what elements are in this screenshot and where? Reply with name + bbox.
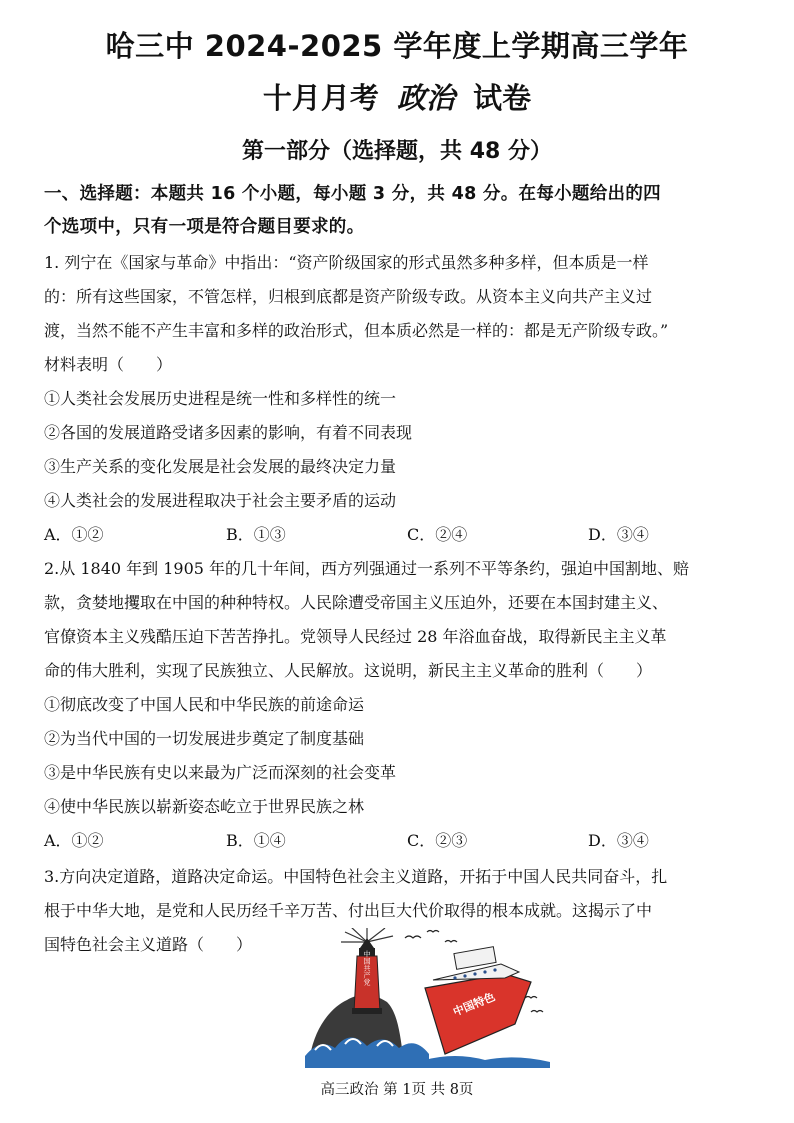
question-text-line: 1. 列宁在《国家与革命》中指出：“资产阶级国家的形式虽然多种多样，但本质是一样 (44, 253, 649, 272)
page-footer: 高三政治 第 1页 共 8页 (320, 1082, 474, 1098)
exam-suffix: 试卷 (473, 81, 532, 115)
option-statement: ②各国的发展道路受诸多因素的影响，有着不同表现 (44, 423, 413, 442)
option-statement: ③生产关系的变化发展是社会发展的最终决定力量 (44, 457, 397, 476)
choice-b[interactable]: B．①④ (226, 831, 286, 850)
part-heading: 第一部分（选择题，共 48 分） (242, 139, 552, 164)
option-statement: ④人类社会的发展进程取决于社会主要矛盾的运动 (44, 491, 397, 510)
instructions-line: 个选项中，只有一项是符合题目要求的。 (44, 217, 365, 237)
ship-label: 中国特色 (451, 990, 497, 1019)
question-text-line: 渡，当然不能不产生丰富和多样的政治形式，但本质必然是一样的：都是无产阶级专政。” (44, 321, 669, 340)
section-instructions (44, 178, 756, 244)
question-1 (44, 246, 756, 552)
question-text-line: 2.从 1840 年到 1905 年的几十年间，西方列强通过一系列不平等条约，强迫中国割地、赔 (44, 559, 690, 578)
question-text-line: 官僚资本主义残酷压迫下苦苦挣扎。党领导人民经过 28 年浴血奋战，取得新民主主义革 (44, 627, 667, 646)
sea-waves (305, 1037, 550, 1068)
choice-d[interactable]: D．③④ (588, 525, 649, 544)
choice-c[interactable]: C．②③ (407, 831, 468, 850)
lighthouse-label: 中国共产党 (363, 950, 371, 986)
option-statement: ④使中华民族以崭新姿态屹立于世界民族之林 (44, 797, 365, 816)
answer-choices (44, 824, 756, 858)
exam-title-line1: 哈三中 2024-2025 学年度上学期高三学年 (105, 29, 689, 63)
lighthouse-ship-illustration (305, 928, 550, 1068)
option-statement: ①人类社会发展历史进程是统一性和多样性的统一 (44, 389, 397, 408)
question-text-line: 的：所有这些国家，不管怎样，归根到底都是资产阶级专政。从资本主义向共产主义过 (44, 287, 653, 306)
exam-subject: 政治 (396, 81, 455, 115)
question-text-line: 国特色社会主义道路（ ） (44, 935, 253, 954)
question-text-line: 根于中华大地，是党和人民历经千辛万苦、付出巨大代价取得的根本成就。这揭示了中 (44, 901, 653, 920)
choice-a[interactable]: A．①② (44, 831, 104, 850)
instructions-line: 一、选择题：本题共 16 个小题，每小题 3 分，共 48 分。在每小题给出的四 (44, 184, 661, 204)
question-text-line: 材料表明（ ） (44, 355, 173, 374)
exam-type: 十月月考 (262, 81, 379, 115)
option-statement: ①彻底改变了中国人民和中华民族的前途命运 (44, 695, 365, 714)
question-2 (44, 552, 756, 858)
question-text-line: 款，贪婪地攫取在中国的种种特权。人民除遭受帝国主义压迫外，还要在本国封建主义、 (44, 593, 669, 612)
choice-b[interactable]: B．①③ (226, 525, 286, 544)
option-statement: ③是中华民族有史以来最为广泛而深刻的社会变革 (44, 763, 397, 782)
exam-title-line2 (0, 76, 794, 117)
choice-c[interactable]: C．②④ (407, 525, 468, 544)
choice-d[interactable]: D．③④ (588, 831, 649, 850)
answer-choices (44, 518, 756, 552)
option-statement: ②为当代中国的一切发展进步奠定了制度基础 (44, 729, 365, 748)
choice-a[interactable]: A．①② (44, 525, 104, 544)
question-text-line: 3.方向决定道路，道路决定命运。中国特色社会主义道路，开拓于中国人民共同奋斗，扎 (44, 867, 668, 886)
question-text-line: 命的伟大胜利，实现了民族独立、人民解放。这说明，新民主主义革命的胜利（ ） (44, 661, 653, 680)
